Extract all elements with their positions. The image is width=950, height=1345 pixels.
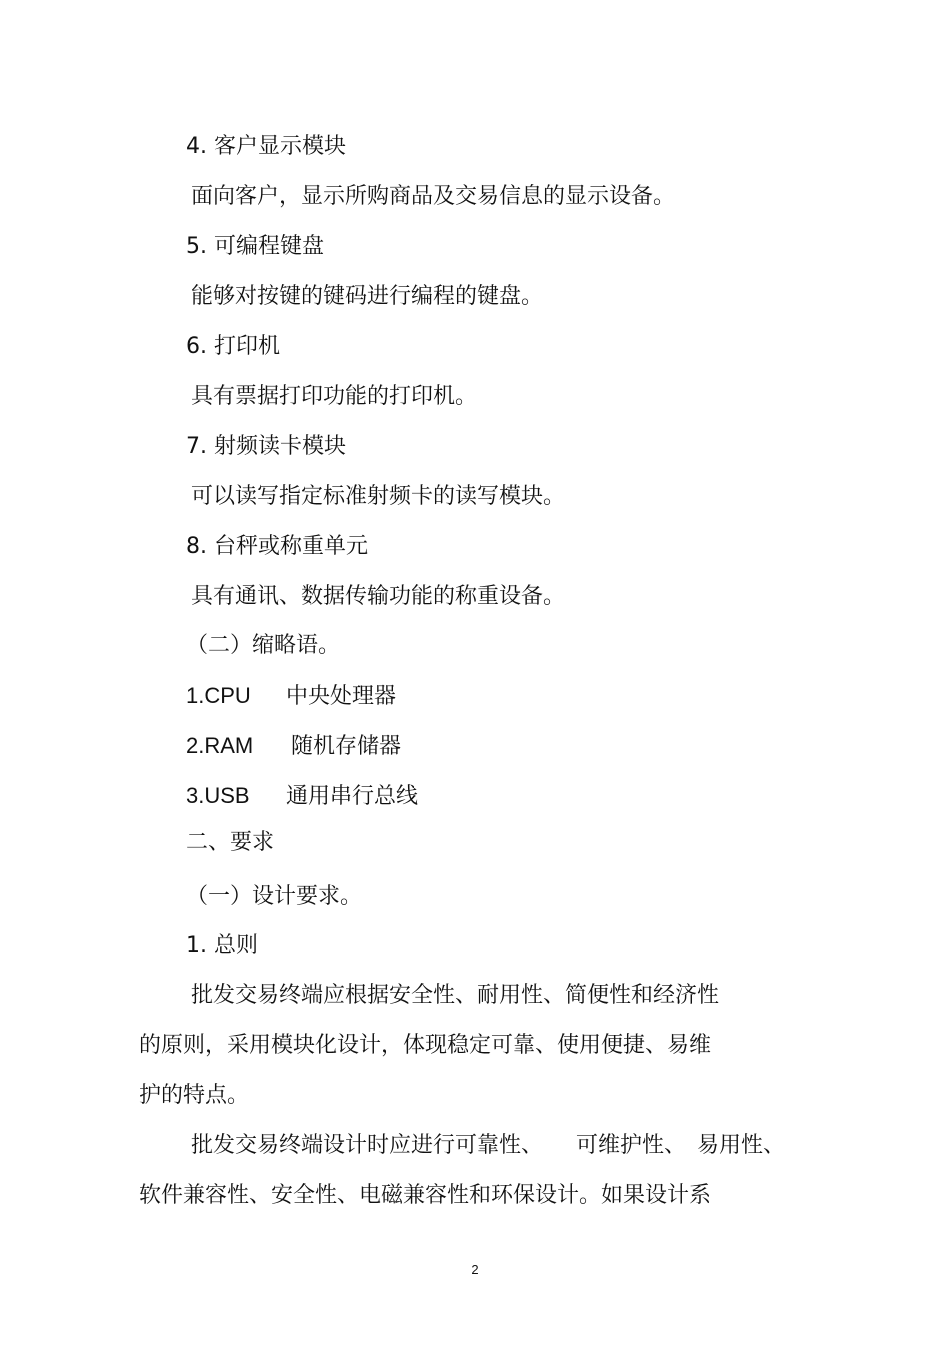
paragraph-line: 软件兼容性、安全性、电磁兼容性和环保设计。如果设计系 <box>139 1183 712 1208</box>
abbr-code: 3.USB <box>186 783 250 808</box>
item-4-desc: 面向客户，显示所购商品及交易信息的显示设备。 <box>191 184 676 209</box>
paragraph-line: 的原则，采用模块化设计，体现稳定可靠、使用便捷、易维 <box>139 1033 712 1058</box>
page-number: 2 <box>471 1262 479 1277</box>
item-6-desc: 具有票据打印功能的打印机。 <box>191 384 478 409</box>
item-4-title: 4. 客户显示模块 <box>186 134 346 159</box>
paragraph-line: 护的特点。 <box>139 1083 250 1108</box>
general-heading: 1. 总则 <box>186 933 258 958</box>
abbr-row-cpu <box>186 682 396 711</box>
abbr-meaning: 随机存储器 <box>291 734 402 759</box>
abbr-code: 2.RAM <box>186 733 254 758</box>
item-6-title: 6. 打印机 <box>186 334 280 359</box>
item-8-desc: 具有通讯、数据传输功能的称重设备。 <box>191 584 566 609</box>
abbr-row-usb <box>186 782 418 811</box>
abbr-row-ram <box>186 732 401 761</box>
design-heading: （一）设计要求。 <box>186 884 363 909</box>
paragraph-line: 批发交易终端设计时应进行可靠性、 可维护性、 易用性、 <box>191 1133 786 1158</box>
item-7-title: 7. 射频读卡模块 <box>186 434 346 459</box>
abbr-heading: （二）缩略语。 <box>186 633 341 658</box>
item-7-desc: 可以读写指定标准射频卡的读写模块。 <box>191 484 566 509</box>
section-heading: 二、要求 <box>186 830 275 855</box>
item-5-desc: 能够对按键的键码进行编程的键盘。 <box>191 284 544 309</box>
paragraph-line: 批发交易终端应根据安全性、耐用性、简便性和经济性 <box>191 983 720 1008</box>
abbr-meaning: 中央处理器 <box>286 684 397 709</box>
item-8-title: 8. 台秤或称重单元 <box>186 534 368 559</box>
item-5-title: 5. 可编程键盘 <box>186 234 324 259</box>
abbr-code: 1.CPU <box>186 683 251 708</box>
abbr-meaning: 通用串行总线 <box>286 784 419 809</box>
